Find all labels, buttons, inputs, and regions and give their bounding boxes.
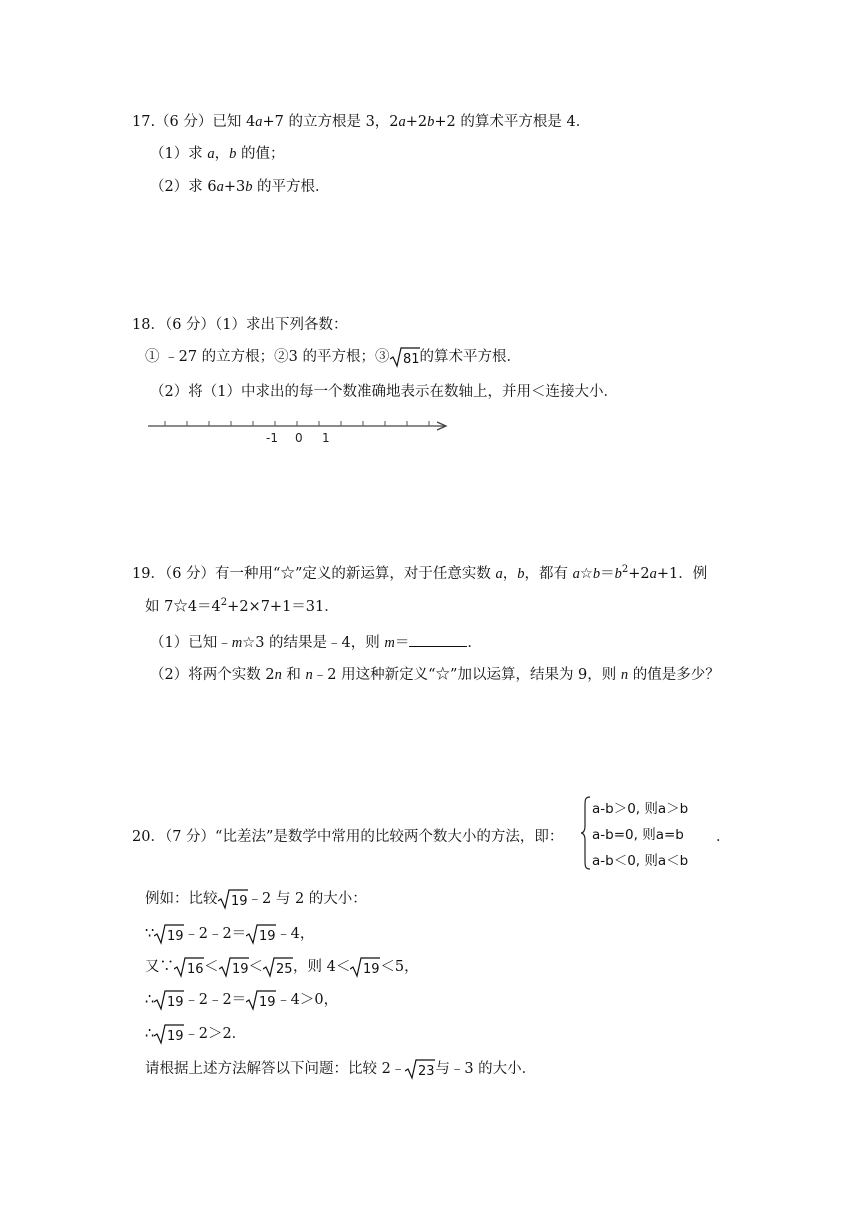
radical-19 <box>246 923 276 945</box>
svg-text:19: 19 <box>259 995 276 1010</box>
radical-19 <box>219 956 249 978</box>
svg-text:23: 23 <box>418 1064 435 1079</box>
q18-stem: 18．（6 分）（1）求出下列各数： <box>132 317 348 333</box>
q20-step4: ∴ 19 ﹣2＞2． <box>145 1023 246 1045</box>
radical-19 <box>154 923 184 945</box>
q18-items: ① ﹣27 的立方根；②3 的平方根；③ 81 的算术平方根． <box>145 346 521 368</box>
svg-text:19: 19 <box>363 962 380 977</box>
axis-label-0: 0 <box>295 431 303 445</box>
system-line-1: a-b＞0, 则a＞b <box>592 801 689 817</box>
svg-text:19: 19 <box>167 1029 184 1044</box>
q19-stem-line1: 19．（6 分）有一种用“☆”定义的新运算，对于任意实数 a，b，都有 $a☆b=b^2+2a+1$．例 <box>132 564 708 582</box>
radical-19 <box>246 989 276 1011</box>
radical-23 <box>405 1058 435 1080</box>
svg-text:19: 19 <box>259 929 276 944</box>
q17-part1: （1）求 a，b 的值； <box>150 146 285 162</box>
svg-text:19: 19 <box>230 894 248 909</box>
answer-blank <box>409 631 467 647</box>
radical-25 <box>263 956 293 978</box>
radicand-81: 81 <box>402 352 420 367</box>
q17-stem: 17.（6 分）已知 4a+7 的立方根是 3，2a+2b+2 的算术平方根是 4． <box>132 114 591 130</box>
q18-part2: （2）将（1）中求出的每一个数准确地表示在数轴上，并用＜连接大小． <box>150 384 618 400</box>
q20-step2: 又∵ 16 ＜ 19 ＜ 25 ，则 4＜ 19 ＜5， <box>145 956 419 978</box>
svg-text:16: 16 <box>187 962 204 977</box>
q20-stem-end: ． <box>716 829 731 845</box>
q19-part1: （1）已知﹣m☆3 的结果是﹣4，则 m＝ ． <box>150 631 482 654</box>
radical-81 <box>390 346 420 368</box>
q20-task: 请根据上述方法解答以下问题：比较 2﹣ 23 与﹣3 的大小． <box>145 1058 536 1080</box>
number-line <box>145 410 455 446</box>
q19-part2: （2）将两个实数 2n 和 n﹣2 用这种新定义“☆”加以运算，结果为 9，则 n 的值是多少？ <box>150 667 720 683</box>
radical-19 <box>218 888 248 910</box>
system-line-3: a-b＜0, 则a＜b <box>592 853 689 869</box>
radical-19 <box>350 956 380 978</box>
svg-text:19: 19 <box>167 995 184 1010</box>
q20-example: 例如：比较 19 ﹣2 与 2 的大小： <box>145 888 367 910</box>
system-line-2: a-b=0, 则a=b <box>592 827 684 843</box>
axis-label-1: 1 <box>322 431 330 445</box>
radical-19 <box>154 1023 184 1045</box>
q17-part2: （2）求 6a+3b 的平方根． <box>150 179 330 195</box>
q19-example: 如 $7☆4=4^2+2\times 7+1=31$． <box>145 597 339 615</box>
radical-19 <box>154 989 184 1011</box>
svg-text:19: 19 <box>167 929 184 944</box>
q20-step3: ∴ 19 ﹣2﹣2＝ 19 ﹣4＞0， <box>145 989 338 1011</box>
q20-step1: ∵ 19 ﹣2﹣2＝ 19 ﹣4， <box>145 923 314 945</box>
svg-text:19: 19 <box>231 962 249 977</box>
svg-text:25: 25 <box>276 962 293 977</box>
q20-stem: 20．（7 分）“比差法”是数学中常用的比较两个数大小的方法，即： <box>132 829 564 845</box>
radical-16 <box>174 956 204 978</box>
system-brace <box>580 796 592 870</box>
axis-label-neg1: -1 <box>266 431 278 445</box>
